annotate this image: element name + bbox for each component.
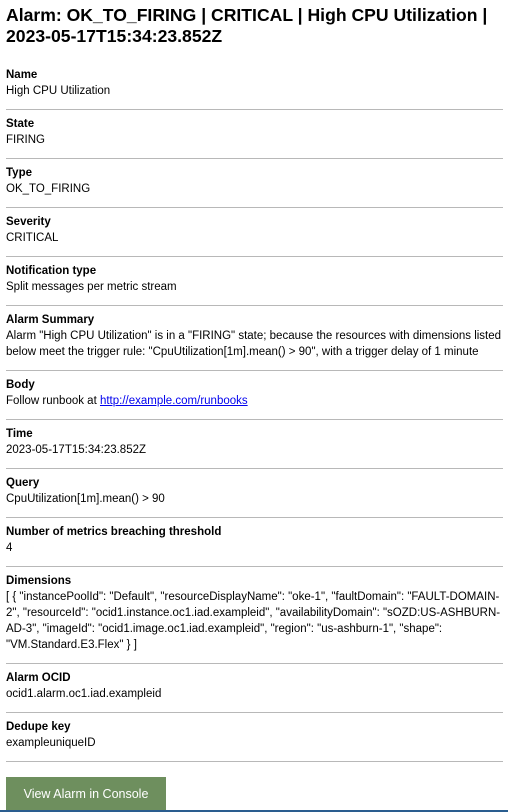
- field-value: OK_TO_FIRING: [6, 183, 91, 195]
- field-label: Alarm Summary: [6, 314, 95, 326]
- field-time: [6, 420, 503, 469]
- field-dimensions: [6, 567, 503, 664]
- field-name: [6, 61, 503, 110]
- field-value: exampleuniqueID: [6, 737, 96, 749]
- field-notification-type: [6, 257, 503, 306]
- field-label: Body: [6, 379, 35, 391]
- field-value: CpuUtilization[1m].mean() > 90: [6, 493, 165, 505]
- view-alarm-console-button[interactable]: View Alarm in Console: [6, 777, 166, 812]
- field-label: Name: [6, 69, 38, 81]
- field-alarm-summary: [6, 306, 503, 371]
- alarm-title: Alarm: OK_TO_FIRING | CRITICAL | High CPU Utilization | 2023-05-17T15:34:23.852Z: [6, 5, 488, 46]
- field-value: Split messages per metric stream: [6, 281, 177, 293]
- field-label: Dimensions: [6, 575, 72, 587]
- field-label: Severity: [6, 216, 51, 228]
- field-value: High CPU Utilization: [6, 85, 111, 97]
- field-label: Time: [6, 428, 33, 440]
- field-label: Number of metrics breaching threshold: [6, 526, 222, 538]
- field-value: [6, 393, 503, 409]
- field-value: Alarm "High CPU Utilization" is in a "FIRING" state; because the resources with dimensions listed below meet the trigger rule: "CpuUtilization[1m].mean() > 90", with a trigger delay of 1 minute: [6, 330, 502, 358]
- field-label: Notification type: [6, 265, 97, 277]
- alarm-fields: [6, 61, 503, 762]
- field-state: [6, 110, 503, 159]
- field-metrics-breaching: [6, 518, 503, 567]
- field-value: 4: [6, 542, 13, 554]
- field-value: CRITICAL: [6, 232, 59, 244]
- field-value: ocid1.alarm.oc1.iad.exampleid: [6, 688, 162, 700]
- field-value: [ { "instancePoolId": "Default", "resourceDisplayName": "oke-1", "faultDomain": "FAULT-DOMAIN-2", "resourceId": "ocid1.instance.oc1.iad.exampleid", "availabilityDomain": "sOZD:US-ASHBURN-AD-3", "imageId": "ocid1.image.oc1.iad.exampleid", "region": "us-ashburn-1", "shape": "VM.Standard.E3.Flex" } ]: [6, 591, 501, 651]
- field-alarm-ocid: [6, 664, 503, 713]
- field-query: [6, 469, 503, 518]
- field-label: State: [6, 118, 35, 130]
- field-dedupe-key: [6, 713, 503, 762]
- field-type: [6, 159, 503, 208]
- runbook-link[interactable]: http://example.com/runbooks: [99, 395, 248, 407]
- field-label: Dedupe key: [6, 721, 71, 733]
- field-value: FIRING: [6, 134, 45, 146]
- field-label: Type: [6, 167, 32, 179]
- field-severity: [6, 208, 503, 257]
- field-body: [6, 371, 503, 420]
- field-label: Query: [6, 477, 40, 489]
- field-label: Alarm OCID: [6, 672, 71, 684]
- body-prefix-text: Follow runbook at: [6, 395, 100, 407]
- field-value: 2023-05-17T15:34:23.852Z: [6, 444, 147, 456]
